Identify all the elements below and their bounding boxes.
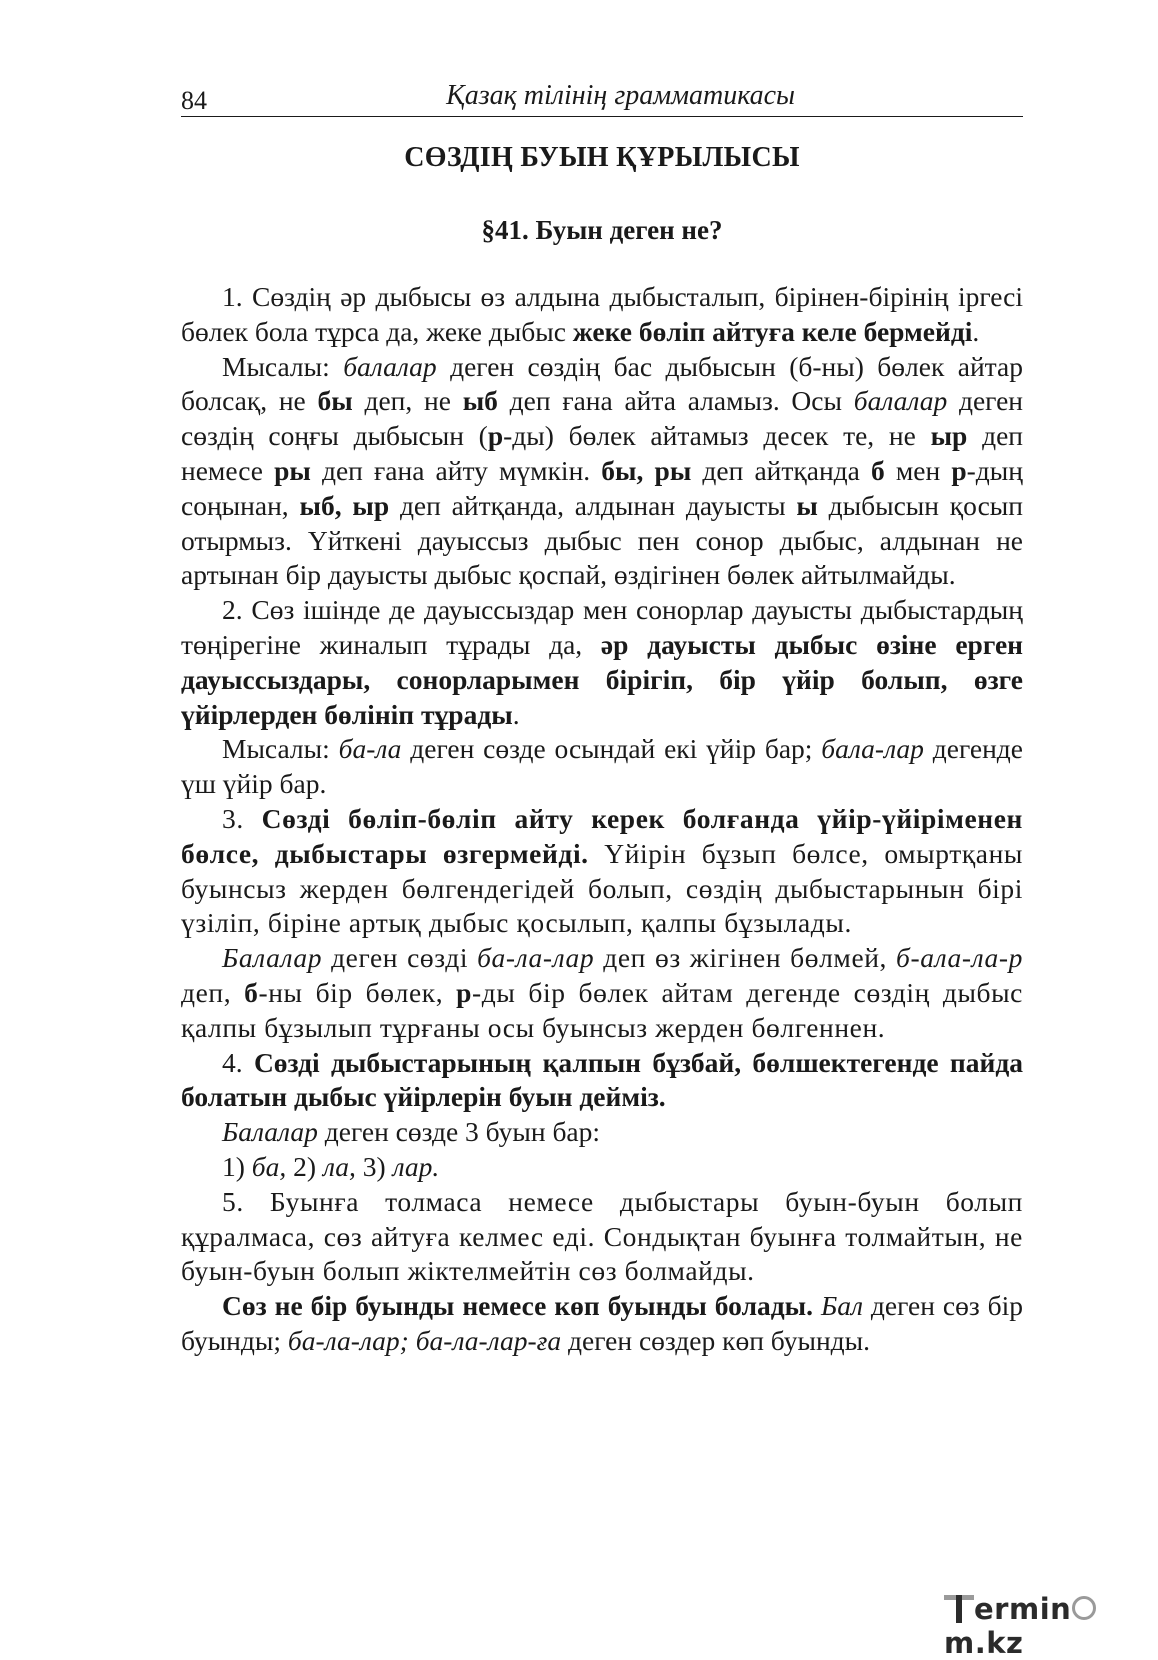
- text-run: 1): [222, 1150, 252, 1182]
- body-text: [181, 280, 1023, 1359]
- text-run: деген сөзде осындай екі үйір бар;: [401, 733, 822, 765]
- text-run: деп,: [181, 976, 245, 1008]
- text-run: деп айтқанда: [691, 454, 872, 486]
- text-run: 2. Сөз ішінде де дауыссыздар мен сонорлар дауысты дыбыстардың төңірегіне жиналып тұрады да,: [181, 594, 1023, 660]
- text-run: -ды) бөлек айтамыз десек те, не: [503, 420, 931, 452]
- text-run: мен: [884, 454, 952, 486]
- paragraph: [181, 732, 1023, 802]
- italic-text: балалар: [853, 385, 948, 417]
- paragraph: [181, 1046, 1023, 1116]
- text-run: деген сөзде 3 буын бар:: [317, 1116, 601, 1148]
- t-logo-icon: [944, 1593, 974, 1623]
- bold-text: р: [456, 976, 473, 1008]
- page-number: 84: [181, 86, 207, 115]
- bold-text: бы, ры: [601, 454, 692, 486]
- chapter-title: СӨЗДІҢ БУЫН ҚҰРЫЛЫСЫ: [404, 142, 800, 173]
- bold-text: ры: [274, 454, 311, 486]
- text-run: деп айтқанда, алдынан дауысты: [389, 489, 797, 521]
- paragraph: [181, 1185, 1023, 1289]
- text-run: Мысалы:: [222, 733, 339, 765]
- bold-text: ыб, ыр: [299, 489, 390, 521]
- text-run: 3): [355, 1150, 393, 1182]
- site-watermark: [944, 1592, 1158, 1660]
- text-run: -ны бір бөлек,: [258, 976, 457, 1008]
- bold-text: р: [951, 454, 967, 486]
- italic-text: бала-лар: [821, 733, 924, 765]
- italic-text: ба-ла-лар; ба-ла-лар-ға: [287, 1324, 562, 1356]
- text-run: деген сөз бір буынды;: [181, 1290, 1024, 1356]
- italic-text: ба-ла: [338, 733, 402, 765]
- text-run: Үйірін бұзып бөлсе, омыртқаны буынсыз жерден бөлгендегідей болып, сөздің дыбыстарынын бірі үзіліп, біріне артық дыбыс қосылып, қалпы бұзылады.: [181, 837, 1023, 939]
- text-run: деп немесе: [181, 420, 1023, 486]
- text-run: 2): [286, 1150, 323, 1182]
- text-run: 3.: [222, 802, 262, 834]
- italic-text: ба,: [251, 1150, 287, 1182]
- text-run: .: [972, 315, 980, 347]
- bold-text: бы: [317, 385, 353, 417]
- text-run: -дың соңынан,: [181, 454, 1023, 521]
- text-run: деген сөзді: [322, 942, 478, 974]
- text-run: дыбысын қосып отырмыз. Үйткені дауыссыз дыбыс пен сонор дыбыс, алдынан не артынан бір дауысты дыбыс қоспай, өздігінен бөлек айтылмайды.: [181, 489, 1023, 591]
- text-run: Мысалы:: [222, 350, 344, 382]
- paragraph: [181, 350, 1023, 594]
- text-run: деп ғана айту мүмкін.: [310, 454, 602, 486]
- text-run: дегенде үш үйір бар.: [181, 733, 1023, 800]
- running-title: Қазақ тілінің грамматикасы: [446, 80, 795, 111]
- bold-text: әр дауысты дыбыс өзіне ерген дауыссыздары, сонорларымен бірігіп, бір үйір болып, өзге үйірлерден бөлініп тұрады: [181, 628, 1023, 730]
- paragraph: [181, 802, 1023, 941]
- text-run: деген сөздер көп буынды.: [561, 1324, 871, 1356]
- text-run: [813, 1290, 821, 1321]
- section-title: §41. Буын деген не?: [481, 215, 723, 245]
- italic-text: ла,: [322, 1150, 356, 1182]
- text-run: 5. Буынға толмаса немесе дыбыстары буын-буын болып құралмаса, сөз айтуға келмес еді. Сондықтан буынға толмайтын, не буын-буын болып жіктелмейтін сөз болмайды.: [181, 1185, 1023, 1287]
- bold-text: жеке бөліп айтуға келе бермейді: [572, 315, 973, 347]
- bold-text: ы: [796, 489, 818, 521]
- text-run: -ды бір бөлек айтам дегенде сөздің дыбыс қалпы бұзылып тұрғаны осы буынсыз жерден бөлгеннен.: [181, 976, 1023, 1043]
- paragraph: [181, 593, 1023, 732]
- bold-text: б: [871, 454, 885, 486]
- bold-text: Сөзді бөліп-бөліп айту керек болғанда үйір-үйіріменен бөлсе, дыбыстары өзгермейді.: [181, 802, 1023, 869]
- bold-text: Сөз не бір буынды немесе көп буынды болады.: [222, 1290, 814, 1322]
- watermark-text-part2: m.kz: [944, 1626, 1024, 1660]
- paragraph: [181, 1150, 1023, 1185]
- text-run: деген сөздің соңғы дыбысын (: [181, 385, 1023, 452]
- bold-text: р: [487, 420, 504, 452]
- paragraph: [181, 1115, 1023, 1150]
- bold-text: ыб: [462, 385, 498, 417]
- paragraph: [181, 941, 1023, 1045]
- italic-text: ба-ла-лар: [477, 942, 595, 974]
- italic-text: б-ала-ла-р: [896, 942, 1023, 974]
- italic-text: Балалар: [222, 1116, 318, 1148]
- watermark-text-part1: ermin: [974, 1592, 1072, 1626]
- bold-text: Сөзді дыбыстарының қалпын бұзбай, бөлшектегенде пайда болатын дыбыс үйірлерін буын дейміз.: [181, 1046, 1024, 1113]
- italic-text: Балалар: [222, 942, 323, 974]
- page-header: [181, 80, 1023, 117]
- bold-text: ыр: [930, 420, 968, 452]
- italic-text: лар.: [392, 1150, 440, 1182]
- text-run: деп өз жігінен бөлмей,: [594, 942, 897, 974]
- magnifier-o-icon: [1072, 1596, 1096, 1620]
- text-run: .: [512, 698, 520, 730]
- paragraph: [181, 1289, 1023, 1359]
- paragraph: [181, 280, 1023, 350]
- bold-text: б: [244, 976, 259, 1008]
- italic-text: балалар: [343, 350, 437, 382]
- text-run: 4.: [222, 1046, 254, 1078]
- italic-text: Бал: [820, 1290, 863, 1322]
- text-run: деп ғана айта аламыз. Осы: [497, 385, 854, 417]
- text-run: 1. Сөздің әр дыбысы өз алдына дыбысталып, бірінен-бірінің іргесі бөлек бола тұрса да, жеке дыбыс: [181, 281, 1023, 347]
- text-run: деп, не: [352, 385, 463, 417]
- text-run: деген сөздің бас дыбысын (б-ны) бөлек айтар болсақ, не: [181, 350, 1023, 417]
